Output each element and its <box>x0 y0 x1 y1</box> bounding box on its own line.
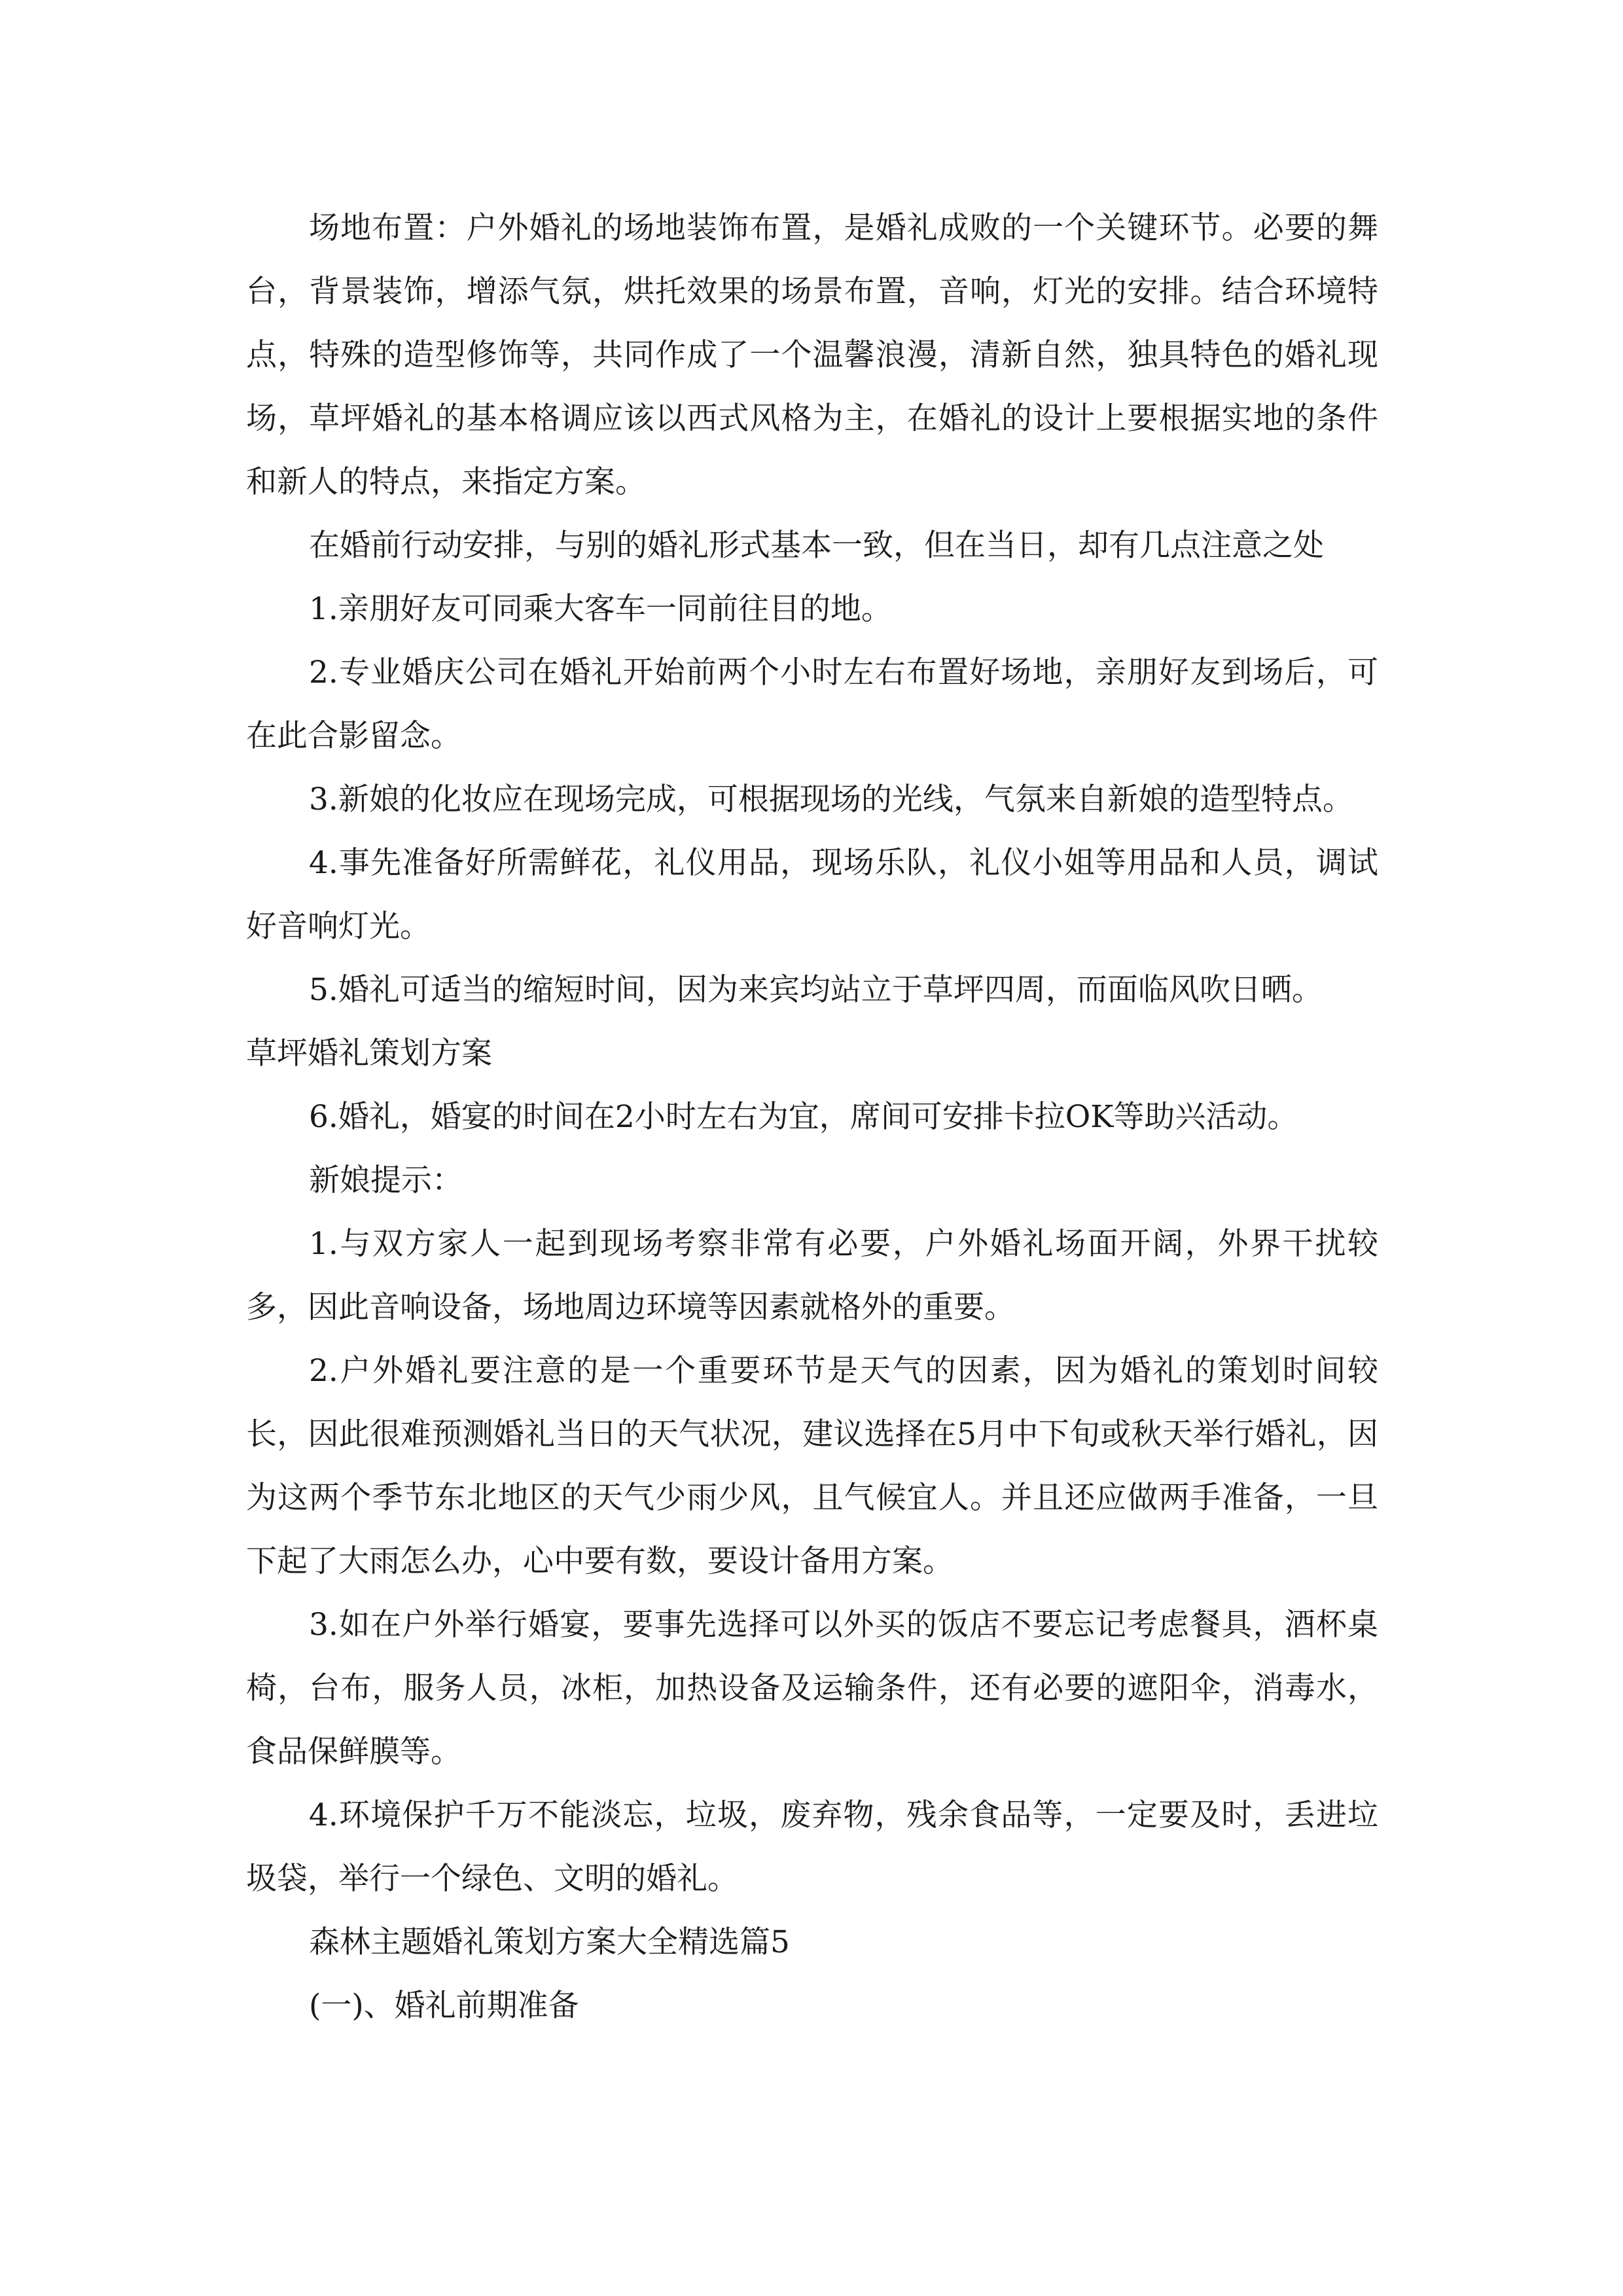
tip-item-3: 3.如在户外举行婚宴，要事先选择可以外买的饭店不要忘记考虑餐具，酒杯桌椅，台布，服务人员，冰柜，加热设备及运输条件，还有必要的遮阳伞，消毒水，食品保鲜膜等。 <box>246 1607 1378 1770</box>
bride-tips-heading: 新娘提示： <box>309 1162 463 1198</box>
list-item-4: 4.事先准备好所需鲜花，礼仪用品，现场乐队，礼仪小姐等用品和人员，调试好音响灯光。 <box>246 845 1378 944</box>
tip-item-4: 4.环境保护千万不能淡忘，垃圾，废弃物，残余食品等，一定要及时，丢进垃圾袋，举行一个绿色、文明的婚礼。 <box>246 1797 1378 1897</box>
paragraph-venue-layout: 场地布置：户外婚礼的场地装饰布置，是婚礼成败的一个关键环节。必要的舞台，背景装饰，增添气氛，烘托效果的场景布置，音响，灯光的安排。结合环境特点，特殊的造型修饰等，共同作成了一个温馨浪漫，清新自然，独具特色的婚礼现场，草坪婚礼的基本格调应该以西式风格为主，在婚礼的设计上要根据实地的条件和新人的特点，来指定方案。 <box>246 210 1378 500</box>
list-item-5: 5.婚礼可适当的缩短时间，因为来宾均站立于草坪四周，而面临风吹日晒。 <box>309 972 1323 1008</box>
list-item-3: 3.新娘的化妆应在现场完成，可根据现场的光线，气氛来自新娘的造型特点。 <box>309 781 1353 817</box>
inline-heading-lawn-wedding: 草坪婚礼策划方案 <box>246 1035 492 1071</box>
document-body <box>246 196 1378 2037</box>
section-title-forest-wedding: 森林主题婚礼策划方案大全精选篇5 <box>309 1924 790 1960</box>
tip-item-2: 2.户外婚礼要注意的是一个重要环节是天气的因素，因为婚礼的策划时间较长，因此很难预测婚礼当日的天气状况，建议选择在5月中下旬或秋天举行婚礼，因为这两个季节东北地区的天气少雨少风，且气候宜人。并且还应做两手准备，一旦下起了大雨怎么办，心中要有数，要设计备用方案。 <box>246 1353 1378 1579</box>
paragraph-pre-wedding-arrangements: 在婚前行动安排，与别的婚礼形式基本一致，但在当日，却有几点注意之处 <box>309 528 1324 564</box>
list-item-1: 1.亲朋好友可同乘大客车一同前往目的地。 <box>309 591 892 627</box>
list-item-6: 6.婚礼，婚宴的时间在2小时左右为宜，席间可安排卡拉OK等助兴活动。 <box>309 1099 1298 1135</box>
tip-item-1: 1.与双方家人一起到现场考察非常有必要，户外婚礼场面开阔，外界干扰较多，因此音响设备，场地周边环境等因素就格外的重要。 <box>246 1226 1378 1325</box>
subsection-title-preparation: (一)、婚礼前期准备 <box>309 1988 579 2024</box>
list-item-2: 2.专业婚庆公司在婚礼开始前两个小时左右布置好场地，亲朋好友到场后，可在此合影留念。 <box>246 655 1378 754</box>
